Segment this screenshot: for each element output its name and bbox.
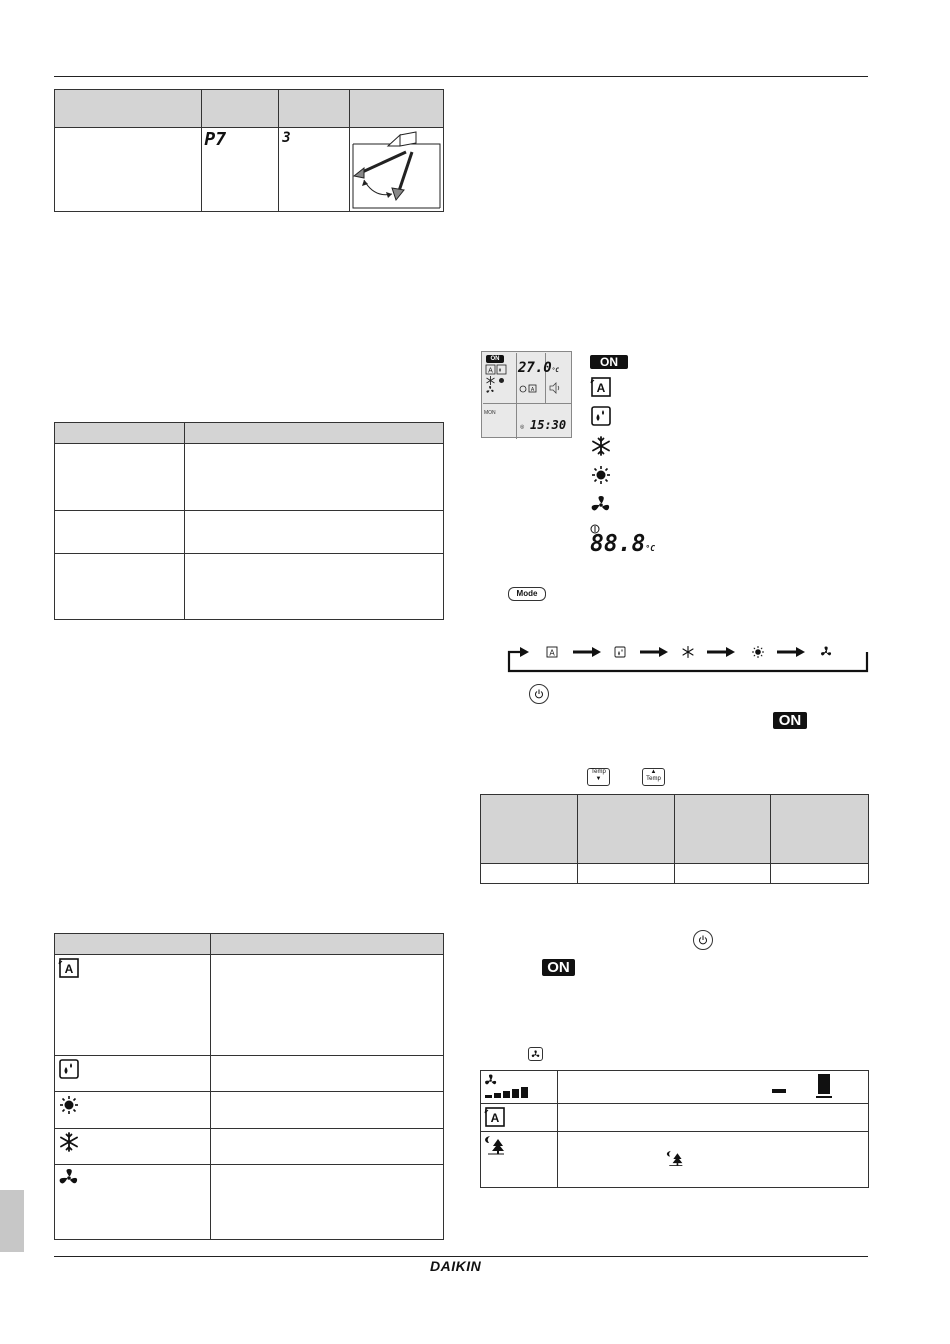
temp-down-label: Temp: [591, 769, 606, 775]
brand-logo: DAIKIN: [430, 1258, 482, 1274]
fan-speed-table: [480, 1070, 869, 1188]
table-cell: [481, 1132, 558, 1188]
cool-mode-icon: [58, 1132, 80, 1152]
footer-rule: [54, 1256, 868, 1257]
table-cell: [184, 511, 443, 554]
swing-setting-table: [54, 89, 444, 212]
fan-speed-icon: [483, 1073, 529, 1101]
lcd-temperature: 27.0°C: [518, 360, 559, 376]
table-cell: [279, 128, 350, 212]
table-cell: [349, 128, 443, 212]
table-header: [55, 90, 202, 128]
table-cell: [55, 128, 202, 212]
table-cell: [202, 128, 279, 212]
svg-text:A: A: [549, 648, 555, 658]
table-cell: [210, 1092, 443, 1129]
table-cell: [481, 1104, 558, 1132]
table-cell: [55, 1165, 211, 1240]
table-cell: [557, 1104, 868, 1132]
lcd-fan-auto-icons: [519, 384, 539, 394]
table-header: [55, 934, 211, 955]
heat-mode-icon: [58, 1095, 80, 1115]
sleep-icon: [484, 1135, 506, 1157]
table-cell: [55, 955, 211, 1056]
fan-level-low-icon: [772, 1089, 786, 1093]
header-rule: [54, 76, 868, 77]
table-cell: [55, 554, 185, 620]
svg-text:A: A: [596, 381, 606, 395]
table-header: [481, 795, 578, 864]
table-header: [349, 90, 443, 128]
section-tab: [0, 1190, 24, 1252]
on-indicator-icon: ON: [542, 959, 575, 976]
lcd-on-indicator: ON: [486, 355, 504, 363]
table-header: [279, 90, 350, 128]
table-cell: [55, 1129, 211, 1165]
lcd-value: 3: [282, 130, 291, 146]
table-cell: [210, 1165, 443, 1240]
table-cell: [55, 1092, 211, 1129]
table-cell: [481, 1071, 558, 1104]
table-cell: [210, 1129, 443, 1165]
fan-level-high-icon: [818, 1074, 830, 1094]
lcd-speaker-icon: [549, 382, 561, 394]
table-header: [210, 934, 443, 955]
table-cell: [481, 864, 578, 884]
power-button[interactable]: [693, 930, 713, 950]
mode-cycle-diagram: [507, 646, 869, 674]
table-header: [184, 423, 443, 444]
cool-mode-icon: [590, 436, 612, 456]
lcd-code: P7: [204, 129, 227, 150]
table-header: [771, 795, 869, 864]
on-indicator-icon: ON: [773, 712, 807, 729]
auto-mode-icon: [58, 958, 80, 978]
table-cell: [184, 444, 443, 511]
arrow-down-icon: ▼: [595, 776, 602, 782]
fan-mode-icon: [590, 495, 612, 515]
sleep-icon: [666, 1150, 684, 1168]
temp-up-label: Temp: [646, 776, 661, 782]
lcd-display-illustration: [481, 351, 572, 438]
table-header: [202, 90, 279, 128]
dry-mode-icon: [590, 406, 612, 426]
table-cell: [55, 1056, 211, 1092]
airflow-direction-icon: [350, 128, 443, 210]
lcd-mode-icons: [485, 364, 515, 398]
temp-up-button[interactable]: [642, 768, 665, 786]
fan-icon: [531, 1050, 540, 1059]
fan-button[interactable]: [528, 1047, 543, 1061]
table-cell: [184, 554, 443, 620]
table-cell: [55, 444, 185, 511]
table-cell: [557, 1071, 868, 1104]
table-cell: [210, 955, 443, 1056]
table-cell: [557, 1132, 868, 1188]
table-header: [674, 795, 771, 864]
svg-text:A: A: [488, 367, 493, 375]
heat-mode-icon: [590, 465, 612, 485]
on-indicator-icon: ON: [590, 355, 628, 369]
mode-button[interactable]: Mode: [508, 587, 546, 601]
temp-down-button[interactable]: [587, 768, 610, 786]
svg-text:A: A: [530, 387, 535, 393]
info-table: [54, 422, 444, 620]
table-cell: [55, 511, 185, 554]
dry-mode-icon: [58, 1059, 80, 1079]
table-header: [55, 423, 185, 444]
fan-mode-icon: [58, 1168, 80, 1188]
lcd-clock-icon: ◎: [520, 424, 525, 430]
svg-text:A: A: [490, 1111, 500, 1125]
auto-mode-icon: [484, 1107, 506, 1127]
power-icon: [698, 935, 708, 945]
lcd-time: 15:30: [530, 418, 567, 432]
temperature-digits: 88.8°C: [590, 531, 656, 557]
table-cell: [771, 864, 869, 884]
operation-mode-table: [54, 933, 444, 1240]
table-cell: [577, 864, 674, 884]
svg-text:A: A: [64, 962, 74, 976]
arrow-up-icon: ▲: [650, 769, 657, 775]
power-icon: [534, 689, 544, 699]
fan-level-base: [816, 1096, 832, 1098]
table-cell: [674, 864, 771, 884]
auto-mode-icon: [590, 377, 612, 397]
table-cell: [210, 1056, 443, 1092]
temperature-range-table: [480, 794, 869, 884]
table-header: [577, 795, 674, 864]
lcd-day: MON: [484, 410, 496, 416]
power-button[interactable]: [529, 684, 549, 704]
